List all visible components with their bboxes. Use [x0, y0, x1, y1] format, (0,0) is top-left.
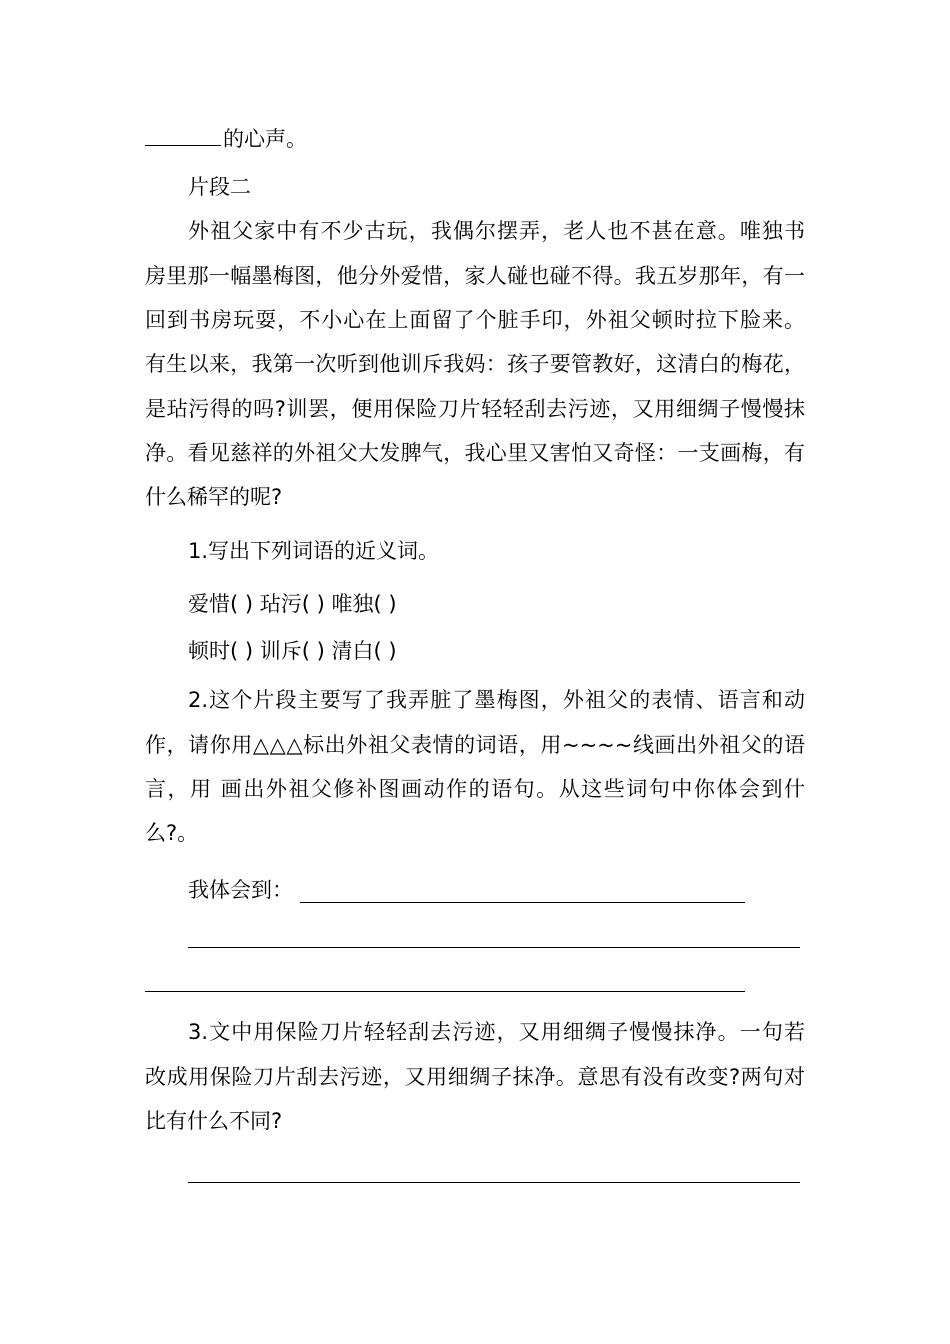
answer-line[interactable] — [188, 1182, 800, 1183]
q2-line: 言，用 画出外祖父修补图画动作的语句。从这些词句中你体会到什 — [145, 777, 805, 801]
passage-line: 是玷污得的吗?训罢，便用保险刀片轻轻刮去污迹，又用细绸子慢慢抹 — [145, 397, 805, 421]
section-title: 片段二 — [188, 175, 251, 199]
passage-line: 有生以来，我第一次听到他训斥我妈：孩子要管教好，这清白的梅花， — [145, 352, 805, 376]
passage-line: 回到书房玩耍，不小心在上面留了个脏手印，外祖父顿时拉下脸来。 — [145, 308, 805, 332]
q1-row-1: 爱惜( ) 玷污( ) 唯独( ) — [188, 592, 397, 616]
passage-line: 什么稀罕的呢? — [145, 485, 283, 509]
q3-line: 改成用保险刀片刮去污迹，又用细绸子抹净。意思有没有改变?两句对 — [145, 1065, 805, 1089]
answer-line[interactable] — [145, 991, 745, 992]
answer-line[interactable] — [300, 902, 745, 903]
answer-line[interactable] — [188, 947, 800, 948]
passage-line: 外祖父家中有不少古玩，我偶尔摆弄，老人也不甚在意。唯独书 — [188, 219, 805, 243]
q1-row-2: 顿时( ) 训斥( ) 清白( ) — [188, 639, 397, 663]
q2-line: 2.这个片段主要写了我弄脏了墨梅图，外祖父的表情、语言和动 — [188, 688, 805, 712]
q3-line: 比有什么不同? — [145, 1109, 283, 1133]
q2-answer-label: 我体会到： — [188, 878, 293, 902]
q3-line: 3.文中用保险刀片轻轻刮去污迹，又用细绸子慢慢抹净。一句若 — [188, 1020, 805, 1044]
passage-line: 净。看见慈祥的外祖父大发脾气，我心里又害怕又奇怪：一支画梅，有 — [145, 441, 805, 465]
q2-line: 作，请你用△△△标出外祖父表情的词语，用~~~~线画出外祖父的语 — [145, 733, 805, 757]
answer-blank[interactable] — [145, 127, 221, 146]
q2-line: 么?。 — [145, 821, 199, 845]
q1-prompt: 1.写出下列词语的近义词。 — [188, 539, 440, 563]
top-line-suffix: 的心声。 — [223, 127, 307, 151]
top-continuation-line — [145, 127, 805, 150]
passage-line: 房里那一幅墨梅图，他分外爱惜，家人碰也碰不得。我五岁那年，有一 — [145, 264, 805, 288]
